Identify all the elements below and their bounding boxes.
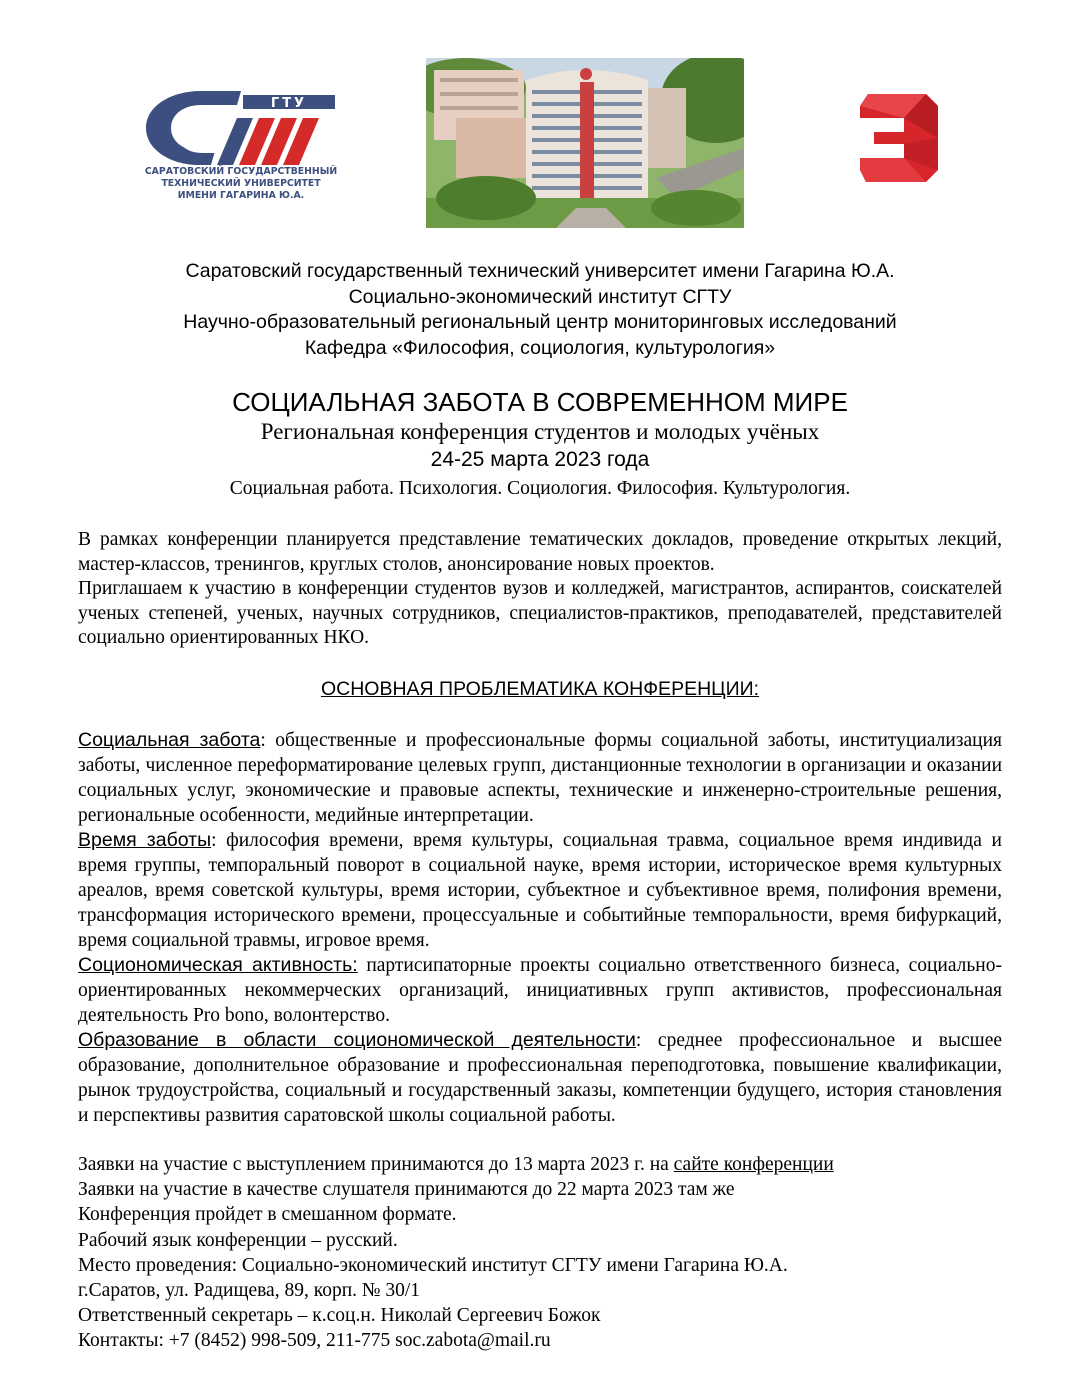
conference-address: г.Саратов, ул. Радищева, 89, корп. № 30/1 (78, 1280, 421, 1302)
conference-topics: Социальная работа. Психология. Социология. Философия. Культурология. (229, 478, 851, 499)
problem-item (78, 1028, 1002, 1128)
problem-item (78, 728, 1002, 828)
problem-description: партисипаторные проекты социально ответственного бизнеса, социально-ориентированных некоммерческих организаций, инициативных групп активистов, профессиональная деятельность Pro bono, волонтерство. (78, 955, 1002, 1026)
center-name: Научно-образовательный региональный центр мониторинговых исследований (183, 311, 897, 333)
university-name: Саратовский государственный технический университет имени Гагарина Ю.А. (185, 260, 895, 282)
problem-item (78, 953, 1002, 1028)
problem-description: общественные и профессиональные формы социальной заботы, институциализация заботы, численное переформатирование целевых групп, дистанционные технологии в организации и оказании социальных услуг, экономические и правовые аспекты, технические и инженерно-строительные решения, региональные особенности, медийные интерпретации. (78, 730, 1002, 826)
conference-format: Конференция пройдет в смешанном формате. (78, 1204, 457, 1226)
conference-language: Рабочий язык конференции – русский. (78, 1229, 398, 1251)
conference-dates: 24-25 марта 2023 года (430, 448, 650, 471)
intro-text (78, 528, 1002, 651)
conference-info (78, 1152, 1002, 1354)
speaker-applications (78, 1152, 1002, 1177)
conference-subtitle: Региональная конференция студентов и молодых учёных (260, 419, 820, 444)
problem-separator: : (211, 830, 217, 851)
problem-description: философия времени, время культуры, социальная травма, социальное время индивида и время группы, темпоральный поворот в социальной науке, время истории, историческое время культурных ареалов, время советской культуры, время истории, субъектное и субъективное время, полифония времени, трансформация исторического времени, процессуальные и событийные темпоральности, время бифуркаций, время социальной травмы, игровое время. (78, 830, 1002, 951)
intro-paragraph-1: В рамках конференции планируется представление тематических докладов, проведение открытых лекций, мастер-классов, тренингов, круглых столов, анонсирование новых проектов. (78, 529, 1002, 575)
conference-venue: Место проведения: Социально-экономический институт СГТУ имени Гагарина Ю.А. (78, 1254, 788, 1276)
speaker-applications-text: Заявки на участие с выступлением принимаются до 13 марта 2023 г. на (78, 1154, 674, 1175)
problems-heading (78, 677, 1002, 702)
campus-building-photo (426, 58, 744, 228)
problems-list (78, 728, 1002, 1128)
problem-term: Социальная забота (78, 729, 261, 751)
problem-description: среднее профессиональное и высшее образование, дополнительное образование и профессиональная переподготовка, повышение квалификации, рынок трудоустройства, социальный и государственный заказы, компетенции будущего, история становления и перспективы развития саратовской школы социальной работы. (78, 1030, 1002, 1126)
sstu-logo-line3: ИМЕНИ ГАГАРИНА Ю.А. (177, 190, 305, 201)
problem-term: Образование в области социономической деятельности (78, 1029, 636, 1051)
problem-term: Социономическая активность: (78, 954, 358, 976)
problems-heading-text: ОСНОВНАЯ ПРОБЛЕМАТИКА КОНФЕРЕНЦИИ: (320, 678, 760, 700)
problem-term: Время заботы (78, 829, 212, 851)
problem-separator: : (635, 1030, 642, 1051)
listener-applications: Заявки на участие в качестве слушателя принимаются до 22 марта 2023 там же (78, 1179, 735, 1201)
conference-title-block (78, 386, 1002, 503)
sstu-logo-abbrev: ГТУ (270, 96, 308, 111)
sstu-logo-line1: САРАТОВСКИЙ ГОСУДАРСТВЕННЫЙ (144, 166, 338, 177)
problem-item (78, 828, 1002, 953)
conference-secretary: Ответственный секретарь – к.соц.н. Николай Сергеевич Божок (78, 1305, 601, 1327)
conference-title: СОЦИАЛЬНАЯ ЗАБОТА В СОВРЕМЕННОМ МИРЕ (232, 387, 848, 417)
conference-site-link[interactable]: сайте конференции (673, 1154, 834, 1175)
department-name: Кафедра «Философия, социология, культурология» (304, 336, 776, 359)
sstu-logo (143, 88, 339, 206)
conference-contacts: Контакты: +7 (8452) 998-509, 211-775 soc.zabota@mail.ru (78, 1330, 551, 1352)
institute-name: Социально-экономический институт СГТУ (348, 285, 732, 308)
problem-separator: : (260, 730, 266, 751)
organizers-header (78, 259, 1002, 361)
sstu-logo-line2: ТЕХНИЧЕСКИЙ УНИВЕРСИТЕТ (161, 178, 321, 189)
institute-logo (858, 92, 940, 184)
intro-paragraph-2: Приглашаем к участию в конференции студентов вузов и колледжей, магистрантов, аспирантов, соискателей ученых степеней, ученых, научных сотрудников, специалистов-практиков, преподавателей, представителей социально ориентированных НКО. (78, 578, 1002, 648)
